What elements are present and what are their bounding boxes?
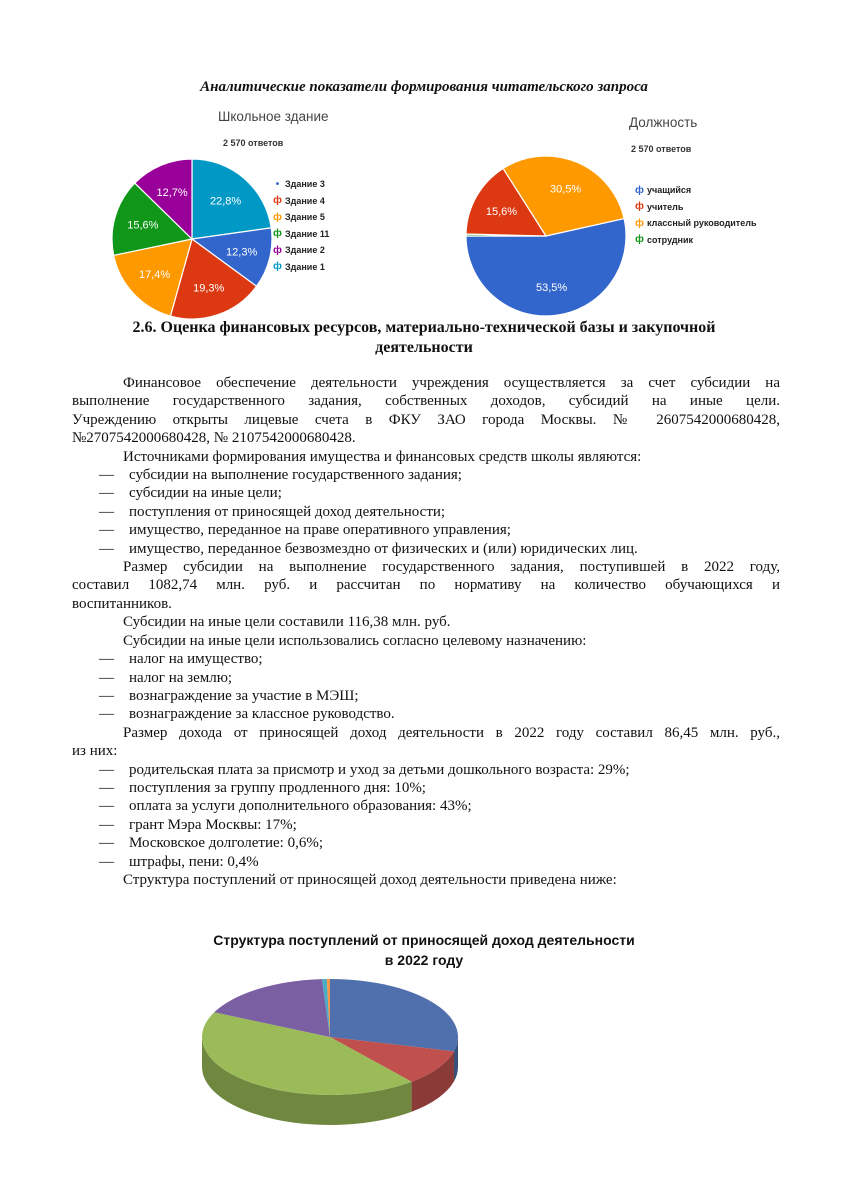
list-item: — оплата за услуги дополнительного образования: 43%;: [99, 798, 472, 815]
list-item: — поступления от приносящей доход деятельности;: [99, 503, 446, 520]
list-item: — штрафы, пени: 0,4%: [99, 853, 259, 870]
legend-marker-icon: ф: [273, 195, 282, 207]
chart3-title: [0, 930, 848, 970]
pie-data-label: 53,5%: [536, 281, 568, 294]
sources-list: [72, 466, 780, 558]
legend-marker-icon: ф: [635, 184, 644, 196]
chart3-title-line1: Структура поступлений от приносящей доход деятельности: [213, 932, 635, 948]
p3-line2: составил 1082,74 млн. руб. и рассчитан по нормативу на количество обучающихся и: [72, 577, 780, 594]
list-item: — Московское долголетие: 0,6%;: [99, 835, 324, 852]
legend-label: Здание 3: [285, 179, 325, 190]
section-heading-line2: деятельности: [375, 339, 473, 356]
list-item: — грант Мэра Москвы: 17%;: [99, 816, 297, 833]
legend-label: классный руководитель: [647, 218, 757, 229]
chart2-legend: [634, 182, 756, 248]
legend-item: [634, 199, 756, 216]
legend-marker-icon: ф: [635, 217, 644, 229]
legend-item: [272, 209, 329, 226]
pie-data-label: 12,3%: [226, 246, 258, 259]
p1-line1: Финансовое обеспечение деятельности учреждения осуществляется за счет субсидии на: [123, 375, 780, 391]
legend-item: [272, 193, 329, 210]
pie-data-label: 22,8%: [209, 195, 242, 208]
p6-line2: из них:: [72, 743, 118, 760]
list-item: — субсидии на иные цели;: [99, 485, 282, 502]
analytics-caption: Аналитические показатели формирования читательского запроса: [200, 79, 648, 95]
legend-marker-icon: ф: [635, 234, 644, 246]
chart3-title-line2: в 2022 году: [384, 952, 464, 968]
legend-label: сотрудник: [647, 234, 694, 245]
list-item: — налог на землю;: [99, 669, 233, 686]
pie-data-label: 12,7%: [156, 186, 188, 199]
p1-line2: выполнение государственного задания, собственных доходов, субсидий на иные цели.: [72, 393, 780, 410]
section-heading: [0, 318, 848, 358]
chart1-legend: [272, 176, 329, 275]
legend-marker-icon: ф: [273, 211, 282, 223]
chart1-count: 2 570 ответов: [223, 138, 284, 148]
legend-item: [272, 259, 329, 276]
other-purpose-list: [72, 650, 780, 724]
pie-data-label: 15,6%: [127, 219, 159, 232]
chart2-count: 2 570 ответов: [631, 144, 692, 154]
chart2-title: Должность: [629, 115, 698, 130]
legend-marker-icon: ф: [635, 201, 644, 213]
pie-data-label: 15,6%: [485, 205, 518, 218]
list-item: — вознаграждение за классное руководство.: [99, 706, 395, 723]
legend-label: Здание 5: [285, 212, 325, 223]
p3-line3: воспитанников.: [72, 595, 172, 612]
chart1-title: Школьное здание: [218, 109, 329, 124]
body-text: [72, 374, 780, 889]
pie-data-label: 19,3%: [193, 282, 225, 295]
legend-marker-icon: ф: [273, 228, 282, 240]
section-heading-line1: 2.6. Оценка финансовых ресурсов, материально-технической базы и закупочной: [132, 319, 716, 336]
legend-item: [272, 176, 329, 193]
legend-item: [272, 226, 329, 243]
pie-data-label: 17,4%: [138, 268, 171, 281]
legend-marker-icon: ф: [273, 261, 282, 273]
chart1-pie: [100, 150, 280, 320]
p3-line1: Размер субсидии на выполнение государственного задания, поступившей в 2022 году,: [123, 559, 780, 576]
list-item: — поступления за группу продленного дня: 10%;: [99, 779, 426, 796]
p6-line1: Размер дохода от приносящей доход деятельности в 2022 году составил 86,45 млн. руб.,: [123, 724, 780, 741]
legend-item: [634, 182, 756, 199]
chart3-pie-3d: [195, 975, 475, 1140]
legend-marker-icon: ф: [273, 244, 282, 256]
legend-item: [634, 215, 756, 232]
list-item: — имущество, переданное на праве оперативного управления;: [99, 522, 511, 539]
legend-item: [634, 232, 756, 249]
legend-marker-icon: •: [275, 178, 280, 190]
income-list: [72, 761, 780, 871]
list-item: — родительская плата за присмотр и уход за детьми дошкольного возраста: 29%;: [99, 761, 630, 778]
p5: Субсидии на иные цели использовались согласно целевому назначению:: [123, 632, 587, 649]
legend-label: Здание 1: [285, 261, 325, 272]
p4: Субсидии на иные цели составили 116,38 млн. руб.: [123, 614, 451, 631]
p1-line3: Учреждению открыты лицевые счета в ФКУ ЗАО города Москвы. № 2607542000680428,: [72, 411, 780, 428]
legend-label: Здание 2: [285, 245, 325, 256]
list-item: — налог на имущество;: [99, 651, 263, 668]
legend-label: Здание 11: [285, 228, 330, 239]
legend-label: Здание 4: [285, 195, 325, 206]
list-item: — имущество, переданное безвозмездно от физических и (или) юридических лиц.: [99, 540, 638, 557]
pie-data-label: 30,5%: [549, 183, 582, 196]
list-item: — вознаграждение за участие в МЭШ;: [99, 687, 359, 704]
legend-label: учащийся: [647, 185, 692, 196]
legend-item: [272, 242, 329, 259]
p1-line4: №2707542000680428, № 2107542000680428.: [72, 430, 356, 447]
p7: Структура поступлений от приносящей доход деятельности приведена ниже:: [123, 871, 617, 888]
p2: Источниками формирования имущества и финансовых средств школы являются:: [123, 448, 642, 465]
legend-label: учитель: [647, 201, 684, 212]
chart2-pie: [462, 148, 632, 318]
list-item: — субсидии на выполнение государственного задания;: [99, 467, 462, 484]
